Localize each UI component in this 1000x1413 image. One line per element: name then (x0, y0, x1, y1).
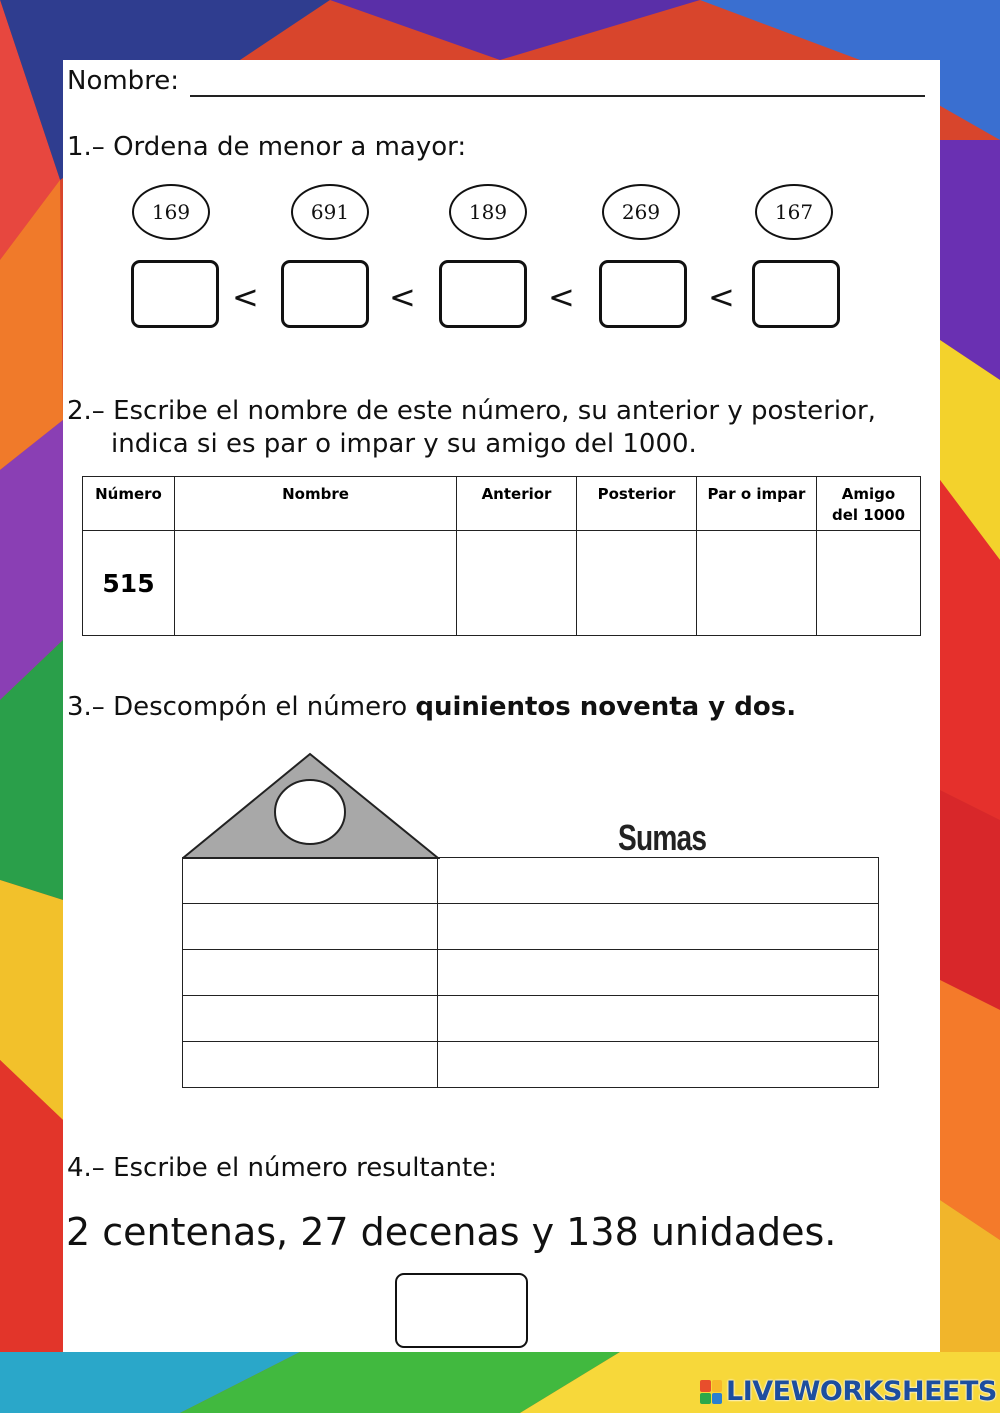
house-roof (182, 752, 440, 860)
sum-cell[interactable] (438, 950, 879, 996)
order-answer-box[interactable] (439, 260, 527, 328)
roof-circle[interactable] (275, 780, 345, 844)
number-info-table (82, 476, 921, 636)
exercise-3-title-prefix: 3.– Descompón el número (67, 692, 416, 722)
answer-cell-posterior[interactable] (577, 531, 697, 636)
number-oval: 269 (602, 184, 680, 240)
sum-cell[interactable] (438, 1042, 879, 1088)
col-header-par-impar: Par o impar (697, 477, 817, 531)
name-label: Nombre: (67, 66, 180, 96)
exercise-1-title: 1.– Ordena de menor a mayor: (67, 132, 467, 162)
sum-cell[interactable] (438, 996, 879, 1042)
name-input-line[interactable] (190, 95, 925, 97)
exercise-4-statement: 2 centenas, 27 decenas y 138 unidades. (66, 1210, 837, 1254)
order-answer-box[interactable] (752, 260, 840, 328)
decomposition-cell[interactable] (183, 1042, 438, 1088)
answer-cell-par-impar[interactable] (697, 531, 817, 636)
exercise-4-title: 4.– Escribe el número resultante: (67, 1153, 497, 1183)
decomposition-cell[interactable] (183, 950, 438, 996)
col-header-nombre: Nombre (175, 477, 457, 531)
col-header-amigo (817, 477, 921, 531)
exercise-3-title (67, 692, 796, 722)
number-oval: 169 (132, 184, 210, 240)
amigo-label: Amigo del 1000 (831, 485, 906, 524)
decomposition-cell[interactable] (183, 904, 438, 950)
less-than-sign: < (389, 278, 416, 316)
given-number: 515 (83, 531, 175, 636)
brand-text: LIVEWORKSHEETS (726, 1376, 997, 1407)
sum-cell[interactable] (438, 858, 879, 904)
liveworksheets-logo-icon (700, 1380, 722, 1404)
worksheet-page (63, 60, 940, 1352)
answer-cell-amigo[interactable] (817, 531, 921, 636)
number-oval: 189 (449, 184, 527, 240)
answer-cell-nombre[interactable] (175, 531, 457, 636)
col-header-posterior: Posterior (577, 477, 697, 531)
less-than-sign: < (548, 278, 575, 316)
exercise-3-title-bold: quinientos noventa y dos. (415, 692, 797, 722)
answer-cell-anterior[interactable] (457, 531, 577, 636)
less-than-sign: < (232, 278, 259, 316)
order-answer-box[interactable] (281, 260, 369, 328)
decomposition-cell[interactable] (183, 996, 438, 1042)
col-header-numero: Número (83, 477, 175, 531)
number-oval: 691 (291, 184, 369, 240)
exercise-2-title-line1: 2.– Escribe el nombre de este número, su anterior y posterior, (67, 396, 876, 426)
sums-label: Sumas (618, 817, 707, 858)
sum-cell[interactable] (438, 904, 879, 950)
number-oval: 167 (755, 184, 833, 240)
order-answer-box[interactable] (599, 260, 687, 328)
order-answer-box[interactable] (131, 260, 219, 328)
decomposition-table (182, 857, 879, 1088)
exercise-2-title-line2: indica si es par o impar y su amigo del 1000. (111, 429, 697, 459)
decomposition-cell[interactable] (183, 858, 438, 904)
col-header-anterior: Anterior (457, 477, 577, 531)
result-answer-box[interactable] (395, 1273, 528, 1348)
less-than-sign: < (708, 278, 735, 316)
